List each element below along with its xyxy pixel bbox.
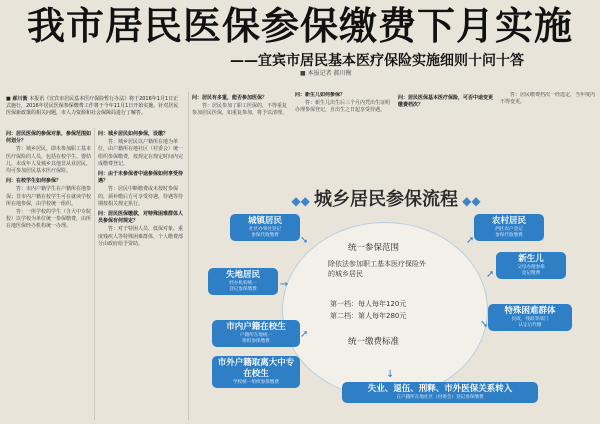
question-text: 问：城乡居民如何参保，设缴？ [98, 131, 169, 137]
arrow-icon: ➚ [300, 329, 309, 340]
arrow-icon: ➘ [480, 319, 489, 330]
box-desc: 经办机构统一 登记参保缴费 [229, 281, 257, 292]
box-desc: 学校统一组织参保缴费 [233, 380, 279, 385]
box-title: 农村居民 [491, 216, 526, 226]
box-newborn [496, 252, 566, 279]
box-landless-residents [208, 268, 278, 295]
arrow-icon: ➚ [466, 235, 475, 246]
box-special-groups [488, 304, 572, 331]
question-text: 问：居民医保基本医疗保险，可否中途变更缴费档次？ [398, 95, 494, 109]
article-column-2 [98, 128, 186, 420]
question-text: 问：由于未参保者中途参保如何享受待遇？ [98, 171, 184, 185]
article-column-4 [398, 92, 596, 178]
question-text: 问：居民医保缴款，对特殊困难群体人员参保有何规定？ [98, 211, 184, 225]
box-desc: 父母办理参保 登记缴费 [517, 265, 545, 276]
box-title: 市内户籍在校生 [226, 322, 286, 332]
answer-text: 答：对于特困人员、低保对象、重度残疾人等特殊困难群体，个人缴费部分由政府给予资助。 [98, 226, 184, 247]
lead-paragraph [6, 96, 181, 118]
box-external-students [212, 356, 300, 388]
answer-text: 答：居民参加了职工医保的，不得重复参加居民医保，如重复参加，将予以清理。 [192, 103, 288, 117]
box-title: 失业、退伍、刑释、市外医保关系转入 [367, 384, 513, 394]
box-rural-residents [474, 214, 544, 241]
flowchart-title [286, 185, 486, 211]
answer-text: 答：居民中断缴费或未按时参保的，须补缴后方可享受待遇，待遇等待期按相关规定执行。 [98, 186, 184, 207]
box-unemployed-transfer [342, 382, 538, 403]
arrow-icon: ➘ [300, 235, 309, 246]
box-desc: 户籍所在地统一 组织参保缴费 [239, 333, 273, 344]
box-desc: 社区办事处登记 参保代收缴费 [248, 227, 282, 238]
box-title: 特殊困难群体 [504, 306, 556, 316]
answer-text: 答：新生儿出生后三个月内凭出生证明办理参保登记，自出生之日起享受待遇。 [295, 100, 391, 114]
byline: ■ 本报记者 郝川衡 [300, 70, 352, 77]
answer-text: 答：一所学校的学生（含大中专院校）以学校为单位统一参保缴费，由所在地医保经办机构统一办理。 [6, 209, 91, 230]
box-desc: 西区农户登记 参保代收缴费 [495, 227, 523, 238]
arrow-icon: ↓ [386, 369, 395, 380]
answer-text: 答：市内户籍学生在户籍所在地参保；非市内户籍在校学生可在就读学校所在地参保，由学校统一组织。 [6, 186, 91, 207]
arrow-icon: ➚ [486, 269, 495, 280]
arrow-icon: ➙ [280, 279, 289, 290]
answer-text: 答：居民缴费档次一经选定，当年度内不得变更。 [500, 92, 596, 106]
box-desc: 民政、残联等部门 认定后代缴 [511, 317, 549, 328]
column-divider [94, 128, 95, 420]
center-grade-2: 第二档：第人每年280元 [330, 312, 407, 320]
flowchart-panel [190, 180, 596, 420]
box-urban-residents [230, 214, 300, 241]
answer-text: 答：城乡居民，即未参加职工基本医疗保险的人员，包括在校学生、婴幼儿、未成年人及城乡其他非从业居民，均可参加居民基本医疗保险。 [6, 146, 91, 175]
lead-text: 本报讯《宜宾市居民基本医疗保险暂行办法》将于2016年1月1日正式施行，2016年居民医保参保缴费工作将于今年11月1日开始实施。针对居民医保新政策的相关问题，市人力资源和社会保障局进行了解答。 [6, 96, 179, 117]
question-text: 问：居民有多重，能否参加医保？ [192, 95, 268, 101]
column-divider [188, 92, 189, 420]
headline: 我市居民医保参保缴费下月实施 [26, 4, 573, 48]
center-desc-1: 除依法参加职工基本医疗保险外 [328, 260, 426, 268]
title-decoration-left: ◆◆ [291, 194, 314, 208]
box-title: 城镇居民 [247, 216, 282, 226]
center-bottom-label: 统一缴费标准 [348, 337, 400, 347]
box-local-students [212, 320, 300, 347]
box-title: 市外户籍取离大中专在校生 [217, 358, 295, 379]
answer-text: 答：城乡居民以户籍所在地为单位，由户籍所在地社区（村委会）统一组织参保缴费，按规定在规定时间内完成缴费登记。 [98, 139, 184, 167]
subheadline: ——宜宾市居民基本医疗保险实施细则十问十答 [230, 53, 524, 69]
flowchart-title-text: 城乡居民参保流程 [314, 189, 458, 210]
article-column-1 [6, 128, 91, 420]
center-grade-1: 第一档：每人每年120元 [330, 300, 407, 308]
center-desc-2: 的城乡居民 [328, 270, 363, 278]
article-column-3 [192, 92, 392, 178]
center-top-label: 统一参保范围 [348, 243, 400, 253]
question-text: 问：在校学生如何参保？ [6, 178, 62, 185]
title-decoration-right: ◆◆ [458, 194, 481, 208]
question-text: 问：居民医保的参保对象，参保范围如何划分？ [6, 131, 91, 145]
lead-byline: ■ 郝川衡 [6, 96, 28, 102]
box-desc: 在户籍所在地社区（村委会）登记参保缴费 [396, 395, 484, 400]
box-title: 新生儿 [518, 254, 544, 264]
box-title: 失地居民 [225, 270, 260, 280]
question-text: 问：新生儿如何参保？ [295, 92, 346, 98]
